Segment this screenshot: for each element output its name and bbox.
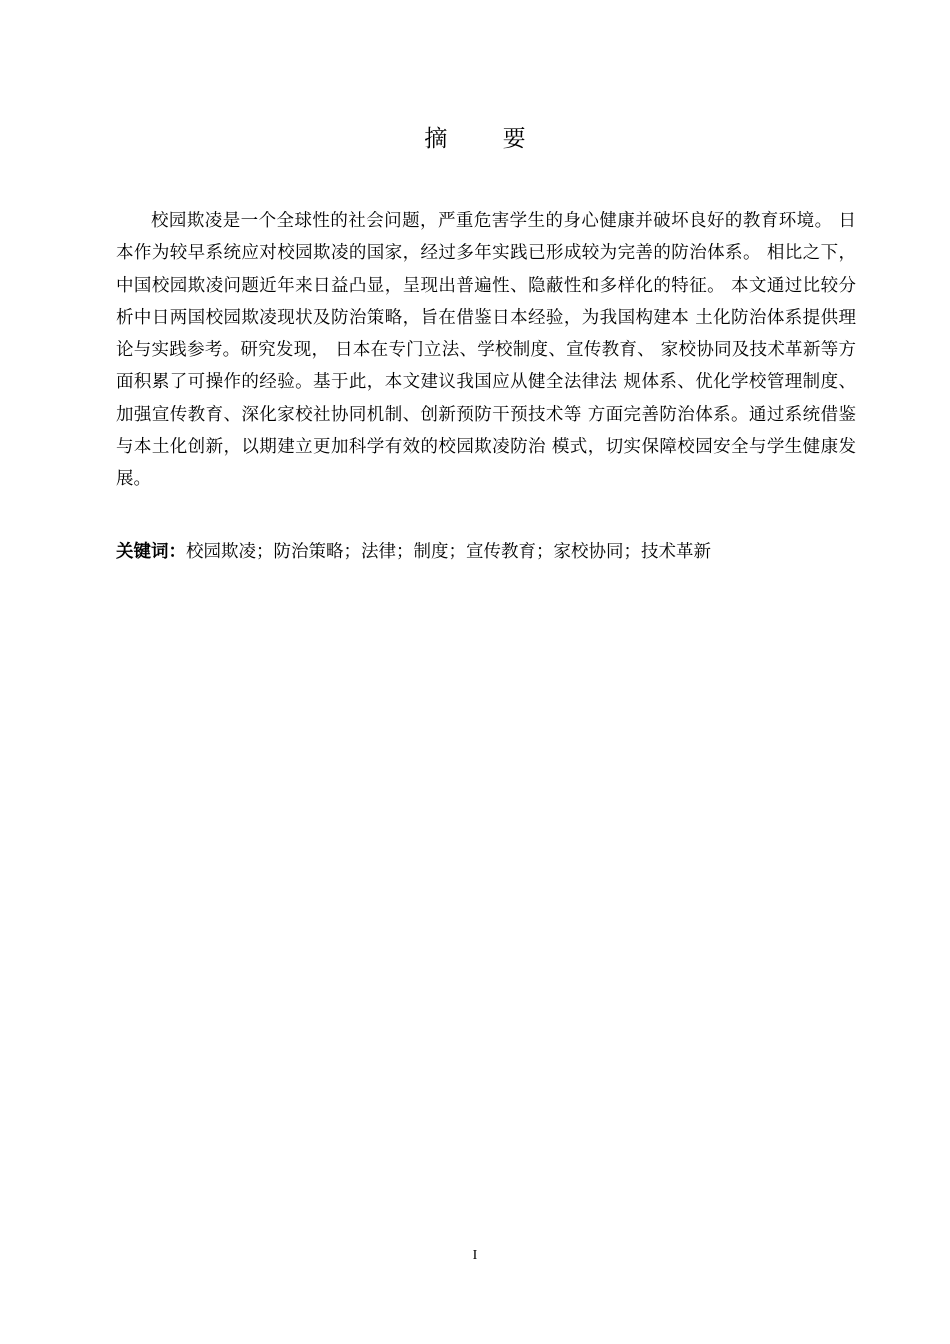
keywords-line — [116, 536, 856, 568]
keywords-label: 关键词： — [116, 542, 186, 562]
page-title: 摘 要 — [424, 126, 550, 152]
keywords-text: 校园欺凌；防治策略；法律；制度；宣传教育；家校协同；技术革新 — [186, 542, 711, 562]
abstract-paragraph: 校园欺凌是一个全球性的社会问题，严重危害学生的身心健康并破坏良好的教育环境。 日本作为较早系统应对校园欺凌的国家，经过多年实践已形成较为完善的防治体系。 相比之下，中国校园欺凌问题近年来日益凸显，呈现出普遍性、隐蔽性和多样化的特征。 本文通过比较分析中日两国校园欺凌现状及防治策略，旨在借鉴日本经验，为我国构建本 土化防治体系提供理论与实践参考。研究发现， 日本在专门立法、学校制度、宣传教育、 家校协同及技术革新等方面积累了可操作的经验。基于此，本文建议我国应从健全法律法 规体系、优化学校管理制度、加强宣传教育、深化家校社协同机制、创新预防干预技术等 方面完善防治体系。通过系统借鉴与本土化创新，以期建立更加科学有效的校园欺凌防治 模式，切实保障校园安全与学生健康发展。 — [116, 211, 856, 490]
page-number: I — [472, 1248, 478, 1263]
